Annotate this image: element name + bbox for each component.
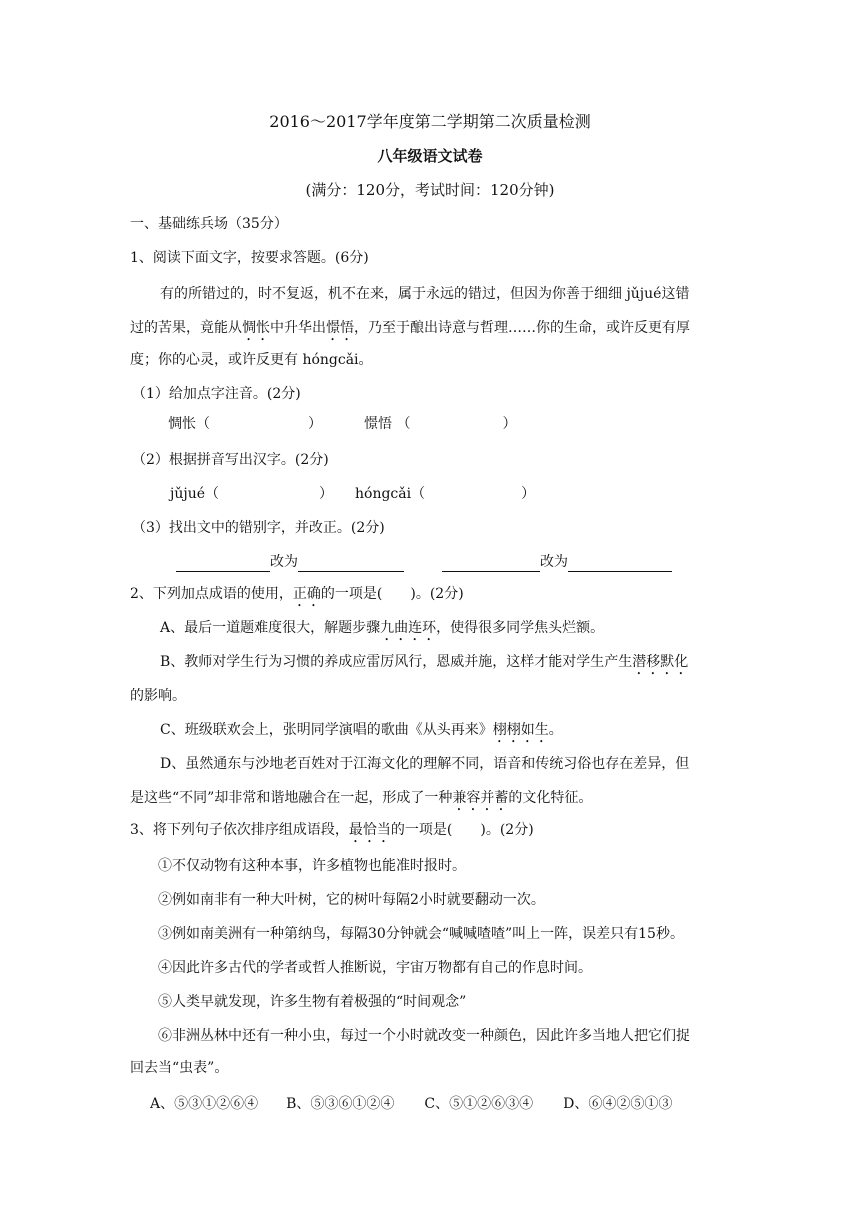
answer-close: ） [502, 416, 517, 432]
sub-question-1: （1）给加点字注音。(2分) [132, 386, 301, 402]
choice-b[interactable]: B、⑤③⑥①②④ [286, 1096, 395, 1112]
passage-text: 中升华出 [270, 320, 326, 336]
option-b [160, 652, 688, 678]
question-1-prompt: 1、阅读下面文字，按要求答题。(6分) [130, 250, 369, 266]
question-2-prompt [130, 584, 464, 610]
choice-c[interactable]: C、⑤①②⑥③④ [424, 1096, 534, 1112]
prompt-text: 2、下列加点成语的使用， [130, 586, 293, 602]
sub-1-answer-row [168, 414, 516, 434]
prompt-text: 的一项是( )。(2分) [390, 822, 534, 838]
dotted-word: 正确 [292, 586, 321, 602]
answer-label: 憬悟 （ [364, 416, 411, 432]
sub-3-answer-row [176, 552, 672, 572]
answer-options [150, 1094, 672, 1114]
dotted-word: 兼容并蓄 [452, 790, 509, 806]
wrong-char-blank[interactable] [442, 555, 540, 572]
exam-title: 2016～2017学年度第二学期第二次质量检测 [269, 112, 591, 131]
answer-label: 惆怅（ [168, 416, 210, 432]
passage-text: ，乃至于酿出诗意与哲理……你的生命，或许反更有厚 [354, 320, 690, 336]
sub-question-3: （3）找出文中的错别字，并改正。(2分) [132, 520, 385, 536]
dotted-word: 惆怅 [242, 320, 270, 336]
correction-blank[interactable] [568, 555, 672, 572]
option-text: C、班级联欢会上，张明同学演唱的歌曲《从头再来》 [160, 722, 493, 738]
dotted-word: 憬悟 [326, 320, 354, 336]
correction-label: 改为 [270, 554, 298, 570]
correction-label: 改为 [540, 554, 568, 570]
choice-a[interactable]: A、⑤③①②⑥④ [150, 1096, 259, 1112]
question-3-prompt [130, 820, 534, 846]
answer-label: jǔjué（ [170, 486, 219, 502]
passage-line-1: 有的所错过的，时不复返，机不在来，属于永远的错过，但因为你善于细细 jǔjué这错 [160, 286, 690, 302]
option-d-cont [130, 788, 592, 814]
option-c [160, 720, 563, 746]
choice-d[interactable]: D、⑥④②⑤①③ [563, 1096, 673, 1112]
sentence-6-cont: 回去当“虫表”。 [130, 1060, 229, 1076]
wrong-char-blank[interactable] [176, 555, 270, 572]
option-a [160, 618, 604, 644]
option-text: ，使得很多同学焦头烂额。 [436, 620, 605, 636]
option-text: A、最后一道题难度很大，解题步骤 [160, 620, 381, 636]
answer-label: hóngcǎi（ [355, 486, 426, 502]
option-text: 。 [548, 722, 563, 738]
passage-line-2 [130, 318, 690, 344]
sub-question-2: （2）根据拼音写出汉字。(2分) [132, 452, 329, 468]
dotted-word: 最恰当 [348, 822, 391, 838]
option-text: 的文化特征。 [508, 790, 593, 806]
sentence-1: ①不仅动物有这种本事，许多植物也能准时报时。 [158, 858, 466, 874]
sentence-6: ⑥非洲丛林中还有一种小虫，每过一个小时就改变一种颜色，因此许多当地人把它们捉 [158, 1028, 690, 1044]
answer-close: ） [308, 416, 322, 432]
sentence-3: ③例如南美洲有一种第纳鸟，每隔30分钟就会“喊喊喳喳”叫上一阵，误差只有15秒。 [158, 926, 684, 942]
dotted-word: 潜移默化 [632, 654, 689, 670]
option-d: D、虽然通东与沙地老百姓对于江海文化的理解不同，语音和传统习俗也存在差异，但 [160, 756, 690, 772]
passage-text: 过的苦果，竟能从 [130, 320, 242, 336]
exam-meta: (满分：120分，考试时间：120分钟) [305, 181, 555, 199]
answer-close: ） [319, 486, 333, 502]
section-heading: 一、基础练兵场（35分） [130, 216, 288, 232]
option-text: 是这些“不同”却非常和谐地融合在一起，形成了一种 [130, 790, 453, 806]
passage-line-3: 度；你的心灵，或许反更有 hóngcǎi。 [130, 352, 373, 368]
option-b-cont: 的影响。 [130, 688, 186, 704]
correction-blank[interactable] [298, 555, 404, 572]
option-text: B、教师对学生行为习惯的养成应雷厉风行，恩威并施，这样才能对学生产生 [160, 654, 633, 670]
prompt-text: 3、将下列句子依次排序组成语段， [130, 822, 349, 838]
answer-close: ） [521, 486, 536, 502]
dotted-word: 九曲连环 [380, 620, 437, 636]
exam-subtitle: 八年级语文试卷 [377, 147, 483, 165]
sub-2-answer-row [170, 484, 535, 504]
sentence-5: ⑤人类早就发现，许多生物有着极强的“时间观念” [158, 994, 467, 1010]
prompt-text: 的一项是( )。(2分) [320, 586, 464, 602]
dotted-word: 栩栩如生 [492, 722, 549, 738]
sentence-2: ②例如南非有一种大叶树，它的树叶每隔2小时就要翻动一次。 [158, 892, 545, 908]
sentence-4: ④因此许多古代的学者或哲人推断说，宇宙万物都有自己的作息时间。 [158, 960, 592, 976]
